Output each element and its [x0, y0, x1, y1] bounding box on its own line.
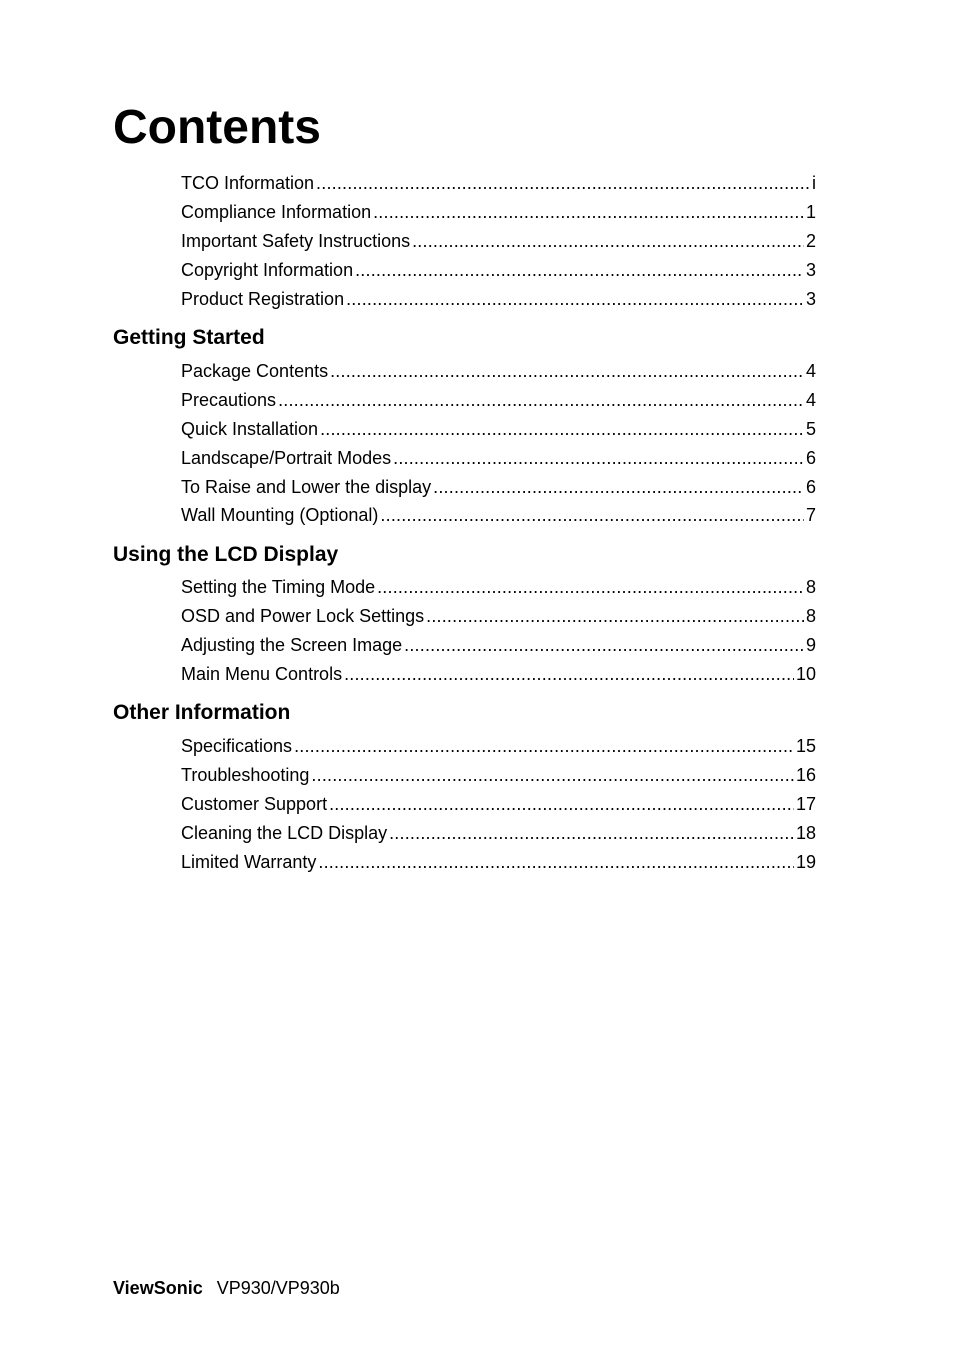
toc-entry[interactable] [181, 791, 816, 820]
toc-entry-page: i [812, 173, 816, 193]
footer-model: VP930/VP930b [216, 1278, 340, 1298]
toc-entry[interactable] [181, 170, 816, 199]
toc-entry-label: Landscape/Portrait Modes [181, 447, 392, 468]
toc-entry-label: TCO Information [181, 173, 315, 193]
toc-entry-label: Limited Warranty [181, 851, 317, 872]
page-title: Contents [113, 101, 321, 154]
toc-entry-page: 10 [795, 663, 816, 684]
toc-entry-label: Compliance Information [181, 201, 372, 222]
toc-entry[interactable] [181, 849, 816, 878]
toc-entry-page: 17 [795, 793, 816, 814]
toc-entry-page: 15 [795, 736, 816, 756]
dot-leader [316, 170, 810, 196]
dot-leader [278, 387, 804, 413]
dot-leader [329, 791, 794, 817]
toc-entry-page: 6 [805, 476, 816, 497]
toc-entry-label: Copyright Information [181, 259, 354, 280]
toc-entry-page: 2 [805, 230, 816, 251]
toc-entry-label: Cleaning the LCD Display [181, 822, 388, 843]
toc-entry-page: 5 [805, 418, 816, 439]
toc-entry[interactable] [181, 574, 816, 603]
toc-entry[interactable] [181, 502, 816, 531]
dot-leader [355, 257, 804, 283]
toc-entry-page: 8 [805, 605, 816, 626]
toc-entry-page: 18 [795, 822, 816, 843]
dot-leader [426, 603, 804, 629]
dot-leader [373, 199, 804, 225]
dot-leader [377, 574, 804, 600]
toc-entry[interactable] [181, 257, 816, 286]
toc-entry-label: Product Registration [181, 288, 345, 309]
toc-entry-label: Troubleshooting [181, 764, 310, 785]
toc-entry[interactable] [181, 474, 816, 503]
section-heading-using-lcd-display: Using the LCD Display [113, 543, 339, 566]
dot-leader [433, 474, 804, 500]
toc-entry-label: Setting the Timing Mode [181, 577, 376, 597]
toc-entry[interactable] [181, 820, 816, 849]
toc-entry-label: Main Menu Controls [181, 663, 343, 684]
toc-entry-page: 4 [805, 361, 816, 381]
section-heading-other-information: Other Information [113, 701, 291, 724]
toc-entry[interactable] [181, 661, 816, 690]
toc-entry[interactable] [181, 733, 816, 762]
toc-entry[interactable] [181, 358, 816, 387]
toc-entry[interactable] [181, 416, 816, 445]
footer-brand: ViewSonic [113, 1278, 203, 1298]
toc-getting-started-list [181, 358, 816, 531]
toc-entry-page: 6 [805, 447, 816, 468]
toc-entry[interactable] [181, 228, 816, 257]
section-heading-getting-started: Getting Started [113, 326, 265, 349]
dot-leader [412, 228, 804, 254]
toc-entry[interactable] [181, 632, 816, 661]
dot-leader [330, 358, 804, 384]
toc-intro-list [181, 170, 816, 314]
dot-leader [380, 502, 804, 528]
dot-leader [404, 632, 804, 658]
toc-other-information-list [181, 733, 816, 877]
toc-entry-page: 3 [805, 259, 816, 280]
page-footer [113, 1276, 340, 1300]
toc-entry[interactable] [181, 445, 816, 474]
toc-entry-label: Quick Installation [181, 418, 319, 439]
toc-entry-page: 9 [805, 634, 816, 655]
toc-entry[interactable] [181, 762, 816, 791]
toc-entry-label: Package Contents [181, 361, 329, 381]
toc-entry-label: Specifications [181, 736, 293, 756]
dot-leader [393, 445, 804, 471]
dot-leader [320, 416, 804, 442]
dot-leader [311, 762, 794, 788]
toc-entry[interactable] [181, 286, 816, 315]
toc-entry-label: Precautions [181, 389, 277, 410]
toc-entry-label: Important Safety Instructions [181, 230, 411, 251]
toc-using-lcd-list [181, 574, 816, 690]
dot-leader [346, 286, 804, 312]
toc-entry-label: OSD and Power Lock Settings [181, 605, 425, 626]
toc-entry-page: 3 [805, 288, 816, 309]
dot-leader [294, 733, 794, 759]
toc-entry-label: Wall Mounting (Optional) [181, 505, 379, 526]
toc-entry-page: 8 [805, 577, 816, 597]
toc-entry-page: 19 [795, 851, 816, 872]
dot-leader [389, 820, 794, 846]
toc-entry-page: 7 [805, 505, 816, 526]
toc-entry[interactable] [181, 603, 816, 632]
toc-entry-label: Customer Support [181, 793, 328, 814]
dot-leader [318, 849, 794, 875]
toc-entry-label: Adjusting the Screen Image [181, 634, 403, 655]
toc-entry-page: 16 [795, 764, 816, 785]
dot-leader [344, 661, 794, 687]
toc-entry[interactable] [181, 199, 816, 228]
toc-entry-page: 4 [805, 389, 816, 410]
toc-entry[interactable] [181, 387, 816, 416]
toc-entry-label: To Raise and Lower the display [181, 476, 432, 497]
toc-entry-page: 1 [805, 201, 816, 222]
